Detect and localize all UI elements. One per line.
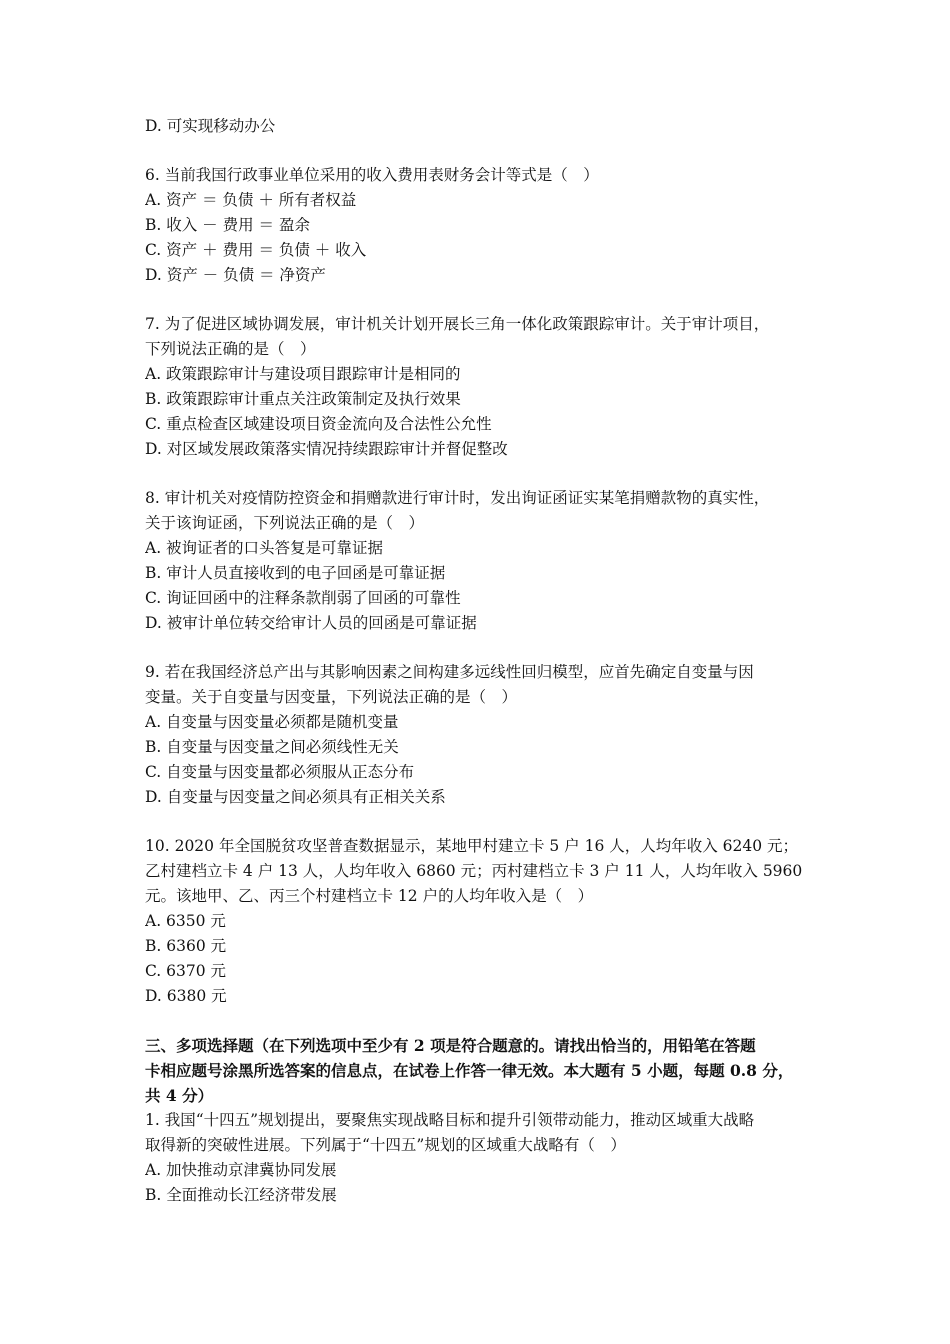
option-c: C. 询证回函中的注释条款削弱了回函的可靠性 [145,589,461,607]
question-stem: 1. 我国“十四五”规划提出，要聚焦实现战略目标和提升引领带动能力，推动区域重大战略 [145,1111,755,1129]
section-heading-line: 共 4 分） [145,1086,214,1105]
option-b: B. 收入 － 费用 ＝ 盈余 [145,216,310,234]
section-heading-line: 三、多项选择题（在下列选项中至少有 2 项是符合题意的。请找出恰当的，用铅笔在答题 [145,1036,756,1055]
option-c: C. 自变量与因变量都必须服从正态分布 [145,763,415,781]
exam-content [145,114,810,1208]
section-heading-line: 卡相应题号涂黑所选答案的信息点，在试卷上作答一律无效。本大题有 5 小题，每题 0.8 分， [145,1061,794,1080]
question-9 [145,660,810,810]
option-d: D. 自变量与因变量之间必须具有正相关关系 [145,788,446,806]
option-d: D. 被审计单位转交给审计人员的回函是可靠证据 [145,614,477,632]
option-b: B. 政策跟踪审计重点关注政策制定及执行效果 [145,390,461,408]
question-stem: 7. 为了促进区域协调发展，审计机关计划开展长三角一体化政策跟踪审计。关于审计项目， [145,315,770,333]
question-6 [145,163,810,288]
multi-question-1 [145,1108,810,1208]
question-stem: 元。该地甲、乙、丙三个村建档立卡 12 户的人均年收入是（ ） [145,887,594,905]
option-c: C. 资产 ＋ 费用 ＝ 负债 ＋ 收入 [145,241,367,259]
question-stem: 关于该询证函，下列说法正确的是（ ） [145,514,425,532]
question-stem: 取得新的突破性进展。下列属于“十四五”规划的区域重大战略有（ ） [145,1136,626,1154]
question-stem: 乙村建档立卡 4 户 13 人，人均年收入 6860 元；丙村建档立卡 3 户 11 人，人均年收入 5960 [145,862,803,880]
question-stem: 6. 当前我国行政事业单位采用的收入费用表财务会计等式是（ ） [145,166,599,184]
option-b: B. 审计人员直接收到的电子回函是可靠证据 [145,564,446,582]
option-d: D. 对区域发展政策落实情况持续跟踪审计并督促整改 [145,440,508,458]
option-d: D. 6380 元 [145,987,227,1005]
question-stem: 8. 审计机关对疫情防控资金和捐赠款进行审计时，发出询证函证实某笔捐赠款物的真实性， [145,489,770,507]
option-b: B. 自变量与因变量之间必须线性无关 [145,738,399,756]
question-5-tail [145,114,810,139]
option-a: A. 自变量与因变量必须都是随机变量 [145,713,399,731]
section-heading [145,1033,810,1108]
option-a: A. 资产 ＝ 负债 ＋ 所有者权益 [145,191,357,209]
question-stem: 9. 若在我国经济总产出与其影响因素之间构建多远线性回归模型，应首先确定自变量与因 [145,663,754,681]
option-d: D. 资产 － 负债 ＝ 净资产 [145,266,326,284]
option-a: A. 6350 元 [145,912,226,930]
option-c: C. 6370 元 [145,962,227,980]
option-a: A. 加快推动京津冀协同发展 [145,1161,337,1179]
option-b: B. 全面推动长江经济带发展 [145,1186,337,1204]
option-b: B. 6360 元 [145,937,227,955]
question-stem: 下列说法正确的是（ ） [145,340,316,358]
question-10 [145,834,810,1009]
question-stem: 变量。关于自变量与因变量，下列说法正确的是（ ） [145,688,518,706]
option-c: C. 重点检查区域建设项目资金流向及合法性公允性 [145,415,492,433]
option-a: A. 被询证者的口头答复是可靠证据 [145,539,384,557]
option-a: A. 政策跟踪审计与建设项目跟踪审计是相同的 [145,365,461,383]
question-7 [145,312,810,462]
option-d: D. 可实现移动办公 [145,117,276,135]
question-8 [145,486,810,636]
question-stem: 10. 2020 年全国脱贫攻坚普查数据显示，某地甲村建立卡 5 户 16 人，人均年收入 6240 元； [145,837,799,855]
